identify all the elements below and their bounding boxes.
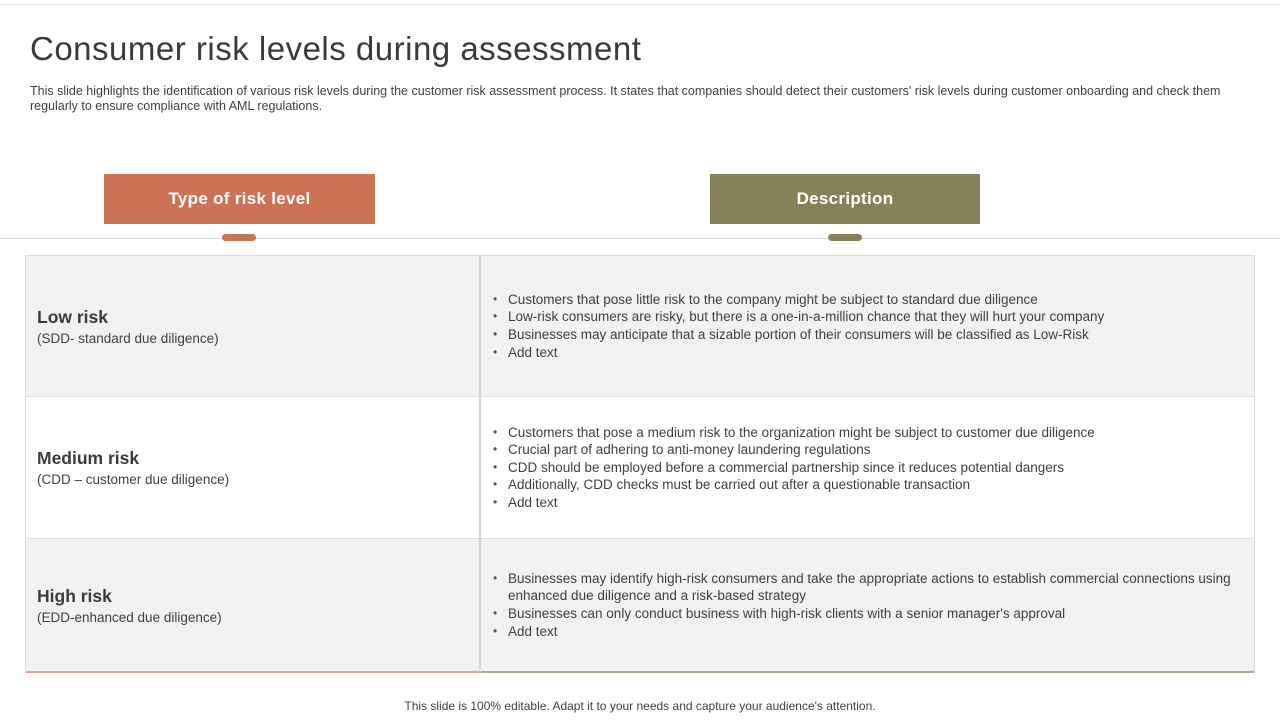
medium-risk-description-cell (481, 397, 1254, 538)
low-risk-label-cell (26, 256, 481, 396)
description-marker-pill (828, 234, 862, 241)
high-risk-bullet-list (488, 570, 1238, 640)
medium-risk-abbreviation: (CDD – customer due diligence) (37, 472, 230, 487)
bullet-item: • Customers that pose little risk to the company might be subject to standard due diligence (488, 291, 1238, 309)
high-risk-abbreviation: (EDD-enhanced due diligence) (37, 609, 222, 625)
low-risk-description-cell (481, 256, 1254, 396)
risk-type-marker-pill (222, 234, 256, 241)
low-risk-title: Low risk (37, 306, 108, 327)
bullet-item: • Businesses may anticipate that a sizable portion of their consumers will be classified as Low-Risk (488, 326, 1238, 344)
description-header-button[interactable] (710, 174, 980, 224)
high-risk-title: High risk (37, 585, 112, 606)
risk-type-header-button[interactable] (104, 174, 375, 224)
bullet-item: • Crucial part of adhering to anti-money laundering regulations (488, 441, 1238, 459)
bullet-item: • Customers that pose a medium risk to the organization might be subject to customer due diligence (488, 424, 1238, 442)
table-row-high-risk (26, 538, 1254, 673)
medium-risk-title: Medium risk (37, 448, 140, 468)
medium-risk-bullet-list (488, 424, 1238, 512)
low-risk-abbreviation: (SDD- standard due diligence) (37, 330, 219, 346)
high-risk-label-cell (26, 539, 481, 673)
risk-levels-table (25, 255, 1255, 673)
description-header-label: Description (796, 189, 894, 208)
add-text-placeholder[interactable]: • Add text (488, 344, 1238, 362)
add-text-placeholder[interactable]: • Add text (488, 623, 1238, 641)
top-divider (0, 4, 1280, 5)
bullet-item: • Businesses may identify high-risk consumers and take the appropriate actions to establish commercial connections using enhanced due diligence and a risk-based strategy (488, 570, 1238, 605)
low-risk-bullet-list (488, 291, 1238, 361)
bullet-item: • Additionally, CDD checks must be carried out after a questionable transaction (488, 476, 1238, 494)
bullet-item: • Low-risk consumers are risky, but there is a one-in-a-million chance that they will hurt your company (488, 308, 1238, 326)
risk-type-header-label: Type of risk level (168, 189, 311, 208)
table-row-medium-risk (26, 396, 1254, 538)
page-title: Consumer risk levels during assessment (30, 30, 642, 67)
editable-note: This slide is 100% editable. Adapt it to your needs and capture your audience's attention. (404, 699, 876, 713)
bullet-item: • CDD should be employed before a commercial partnership since it reduces potential dangers (488, 459, 1238, 477)
header-separator-line (0, 238, 1280, 239)
table-row-low-risk (26, 256, 1254, 396)
slide-subtitle: This slide highlights the identification of various risk levels during the customer risk assessment process. It states that companies should detect their customers' risk levels during customer onboarding and check them regularly to ensure compliance with AML regulations. (30, 84, 1221, 113)
high-risk-description-cell (481, 539, 1254, 673)
add-text-placeholder[interactable]: • Add text (488, 494, 1238, 512)
bullet-item: • Businesses can only conduct business with high-risk clients with a senior manager's approval (488, 605, 1238, 623)
medium-risk-label-cell (26, 397, 481, 538)
